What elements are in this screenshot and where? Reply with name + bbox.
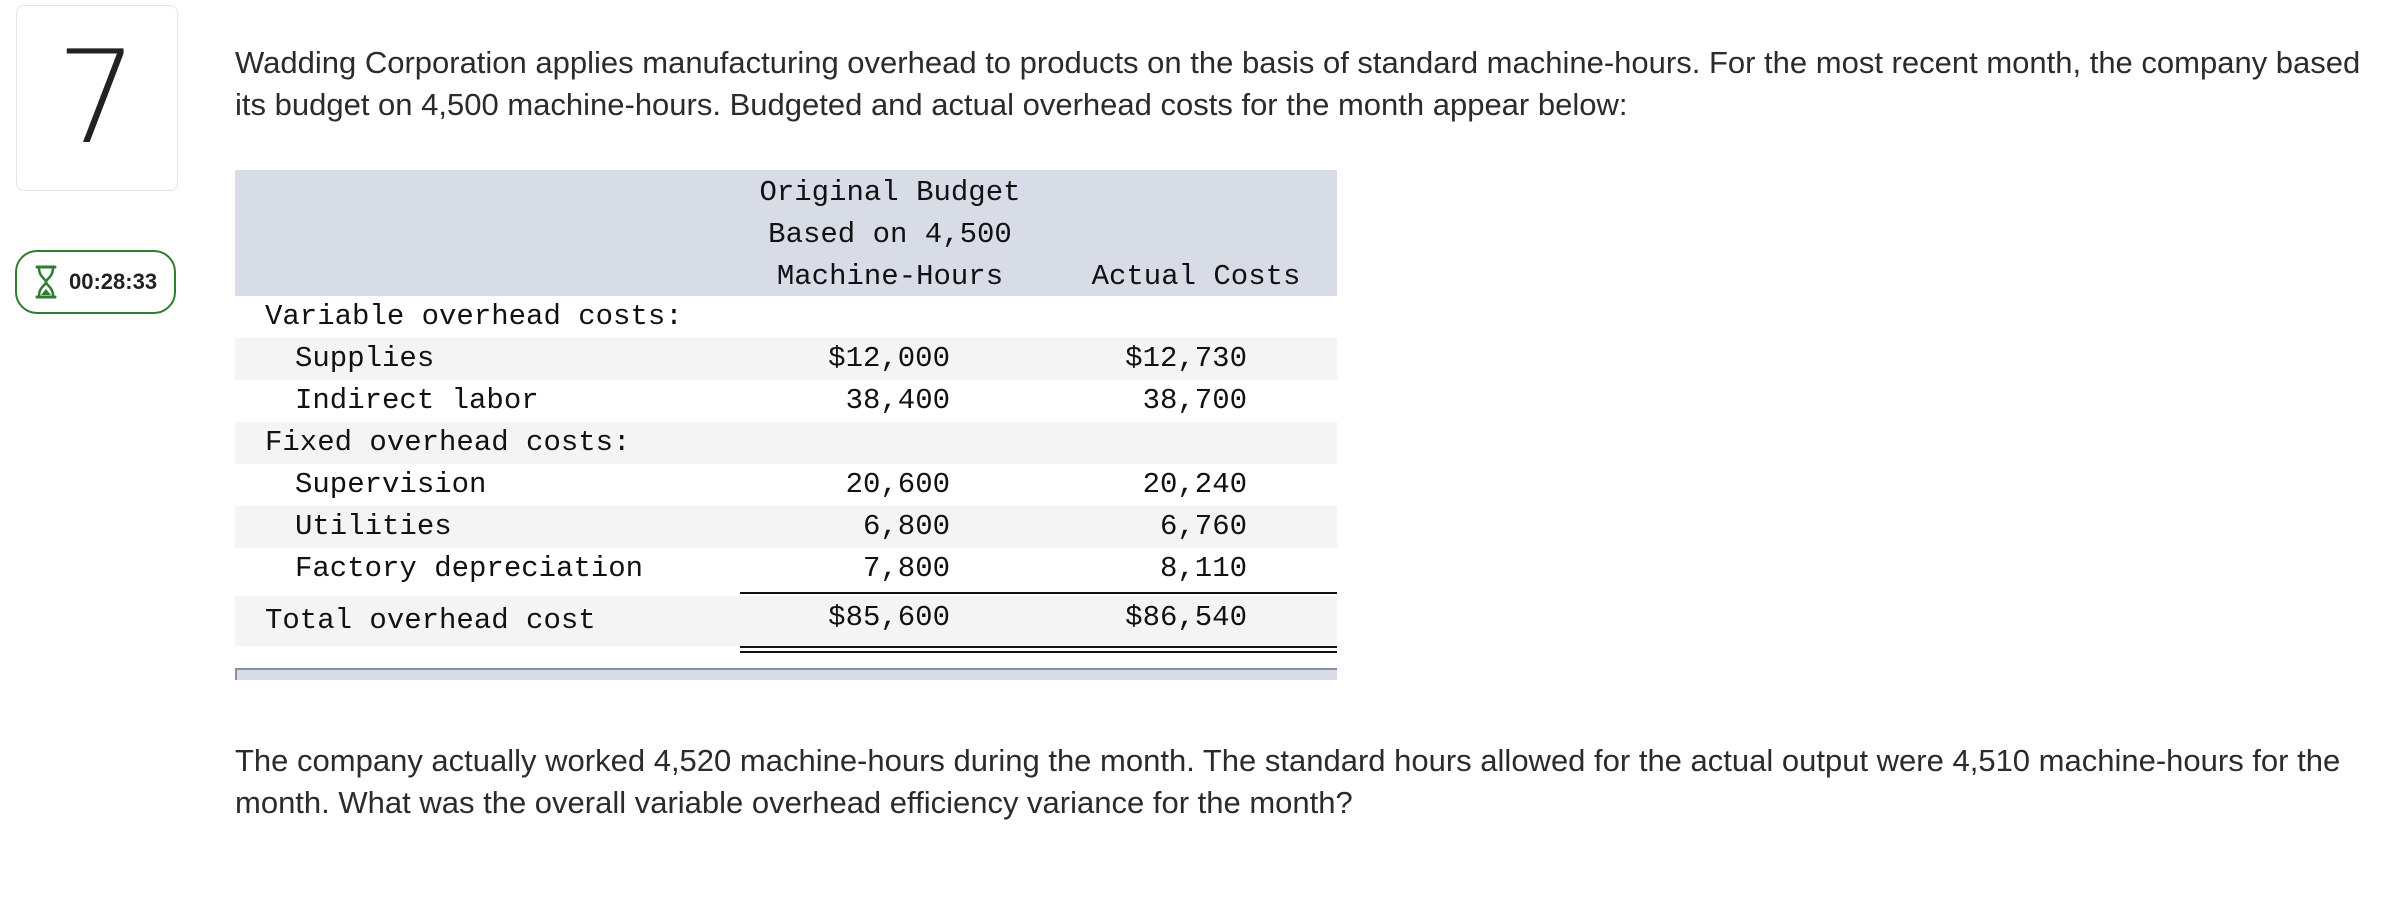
header-line: Original Budget: [759, 176, 1021, 209]
table-header: [235, 170, 1337, 296]
actual-value: 8,110: [1159, 552, 1247, 585]
row-label: Supplies: [295, 342, 435, 375]
budget-value: 6,800: [862, 510, 950, 543]
total-actual-value: $86,540: [1125, 601, 1247, 634]
header-line: Machine-Hours: [776, 260, 1004, 293]
row-label: Supervision: [295, 468, 487, 501]
double-rule-top: [740, 646, 1337, 648]
row-label: Utilities: [295, 510, 452, 543]
table-row: [235, 296, 1337, 338]
row-label: Indirect labor: [295, 384, 539, 417]
timer-value: 00:28:33: [69, 269, 158, 294]
budget-value: 38,400: [845, 384, 950, 417]
actual-value: 20,240: [1142, 468, 1247, 501]
table-row: [235, 338, 1337, 380]
total-budget-value: $85,600: [828, 601, 950, 634]
table-row: [235, 506, 1337, 548]
overhead-table: [235, 170, 1337, 682]
total-label: Total overhead cost: [265, 604, 596, 637]
row-label: Variable overhead costs:: [265, 300, 683, 333]
header-original-budget: [740, 172, 1040, 298]
budget-value: 20,600: [845, 468, 950, 501]
question-prompt: The company actually worked 4,520 machine-hours during the month. The standard hours allowed for the actual output were 4,510 machine-hours for the month. What was the overall variable overhead efficiency variance for the month?: [235, 743, 2341, 820]
actual-value: 38,700: [1142, 384, 1247, 417]
header-actual-costs: Actual Costs: [1091, 260, 1301, 293]
row-label: Fixed overhead costs:: [265, 426, 631, 459]
double-rule-bottom: [740, 651, 1337, 653]
actual-value: 6,760: [1159, 510, 1247, 543]
subtotal-rule: [740, 592, 1337, 594]
question-intro: Wadding Corporation applies manufacturing overhead to products on the basis of standard machine-hours. For the most recent month, the company based its budget on 4,500 machine-hours. Budgeted and actual overhead costs for the month appear below:: [235, 45, 2361, 122]
budget-value: 7,800: [862, 552, 950, 585]
table-row: [235, 548, 1337, 590]
total-row: [235, 596, 1337, 646]
timer-badge[interactable]: [15, 250, 176, 314]
actual-value: $12,730: [1125, 342, 1247, 375]
budget-value: $12,000: [828, 342, 950, 375]
row-label: Factory depreciation: [295, 552, 644, 585]
table-row: [235, 464, 1337, 506]
question-number: 7: [16, 5, 178, 191]
table-row: [235, 422, 1337, 464]
hourglass-icon: [35, 265, 57, 299]
table-row: [235, 380, 1337, 422]
table-footer: [235, 668, 1337, 680]
header-line: Based on 4,500: [768, 218, 1012, 251]
